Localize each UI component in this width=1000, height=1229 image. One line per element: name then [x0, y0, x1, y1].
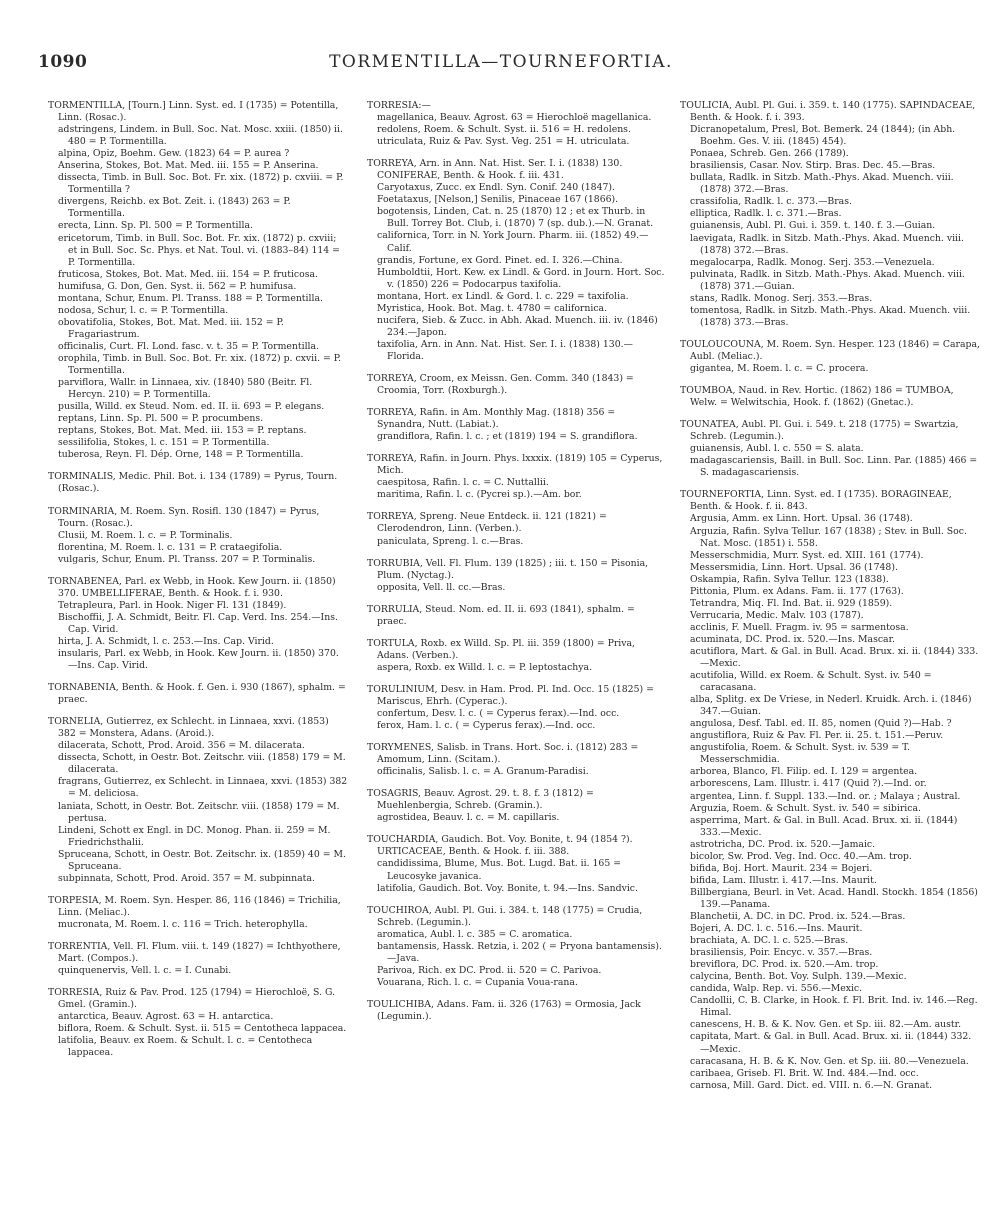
entry-line: fruticosa, Stokes, Bot. Mat. Med. iii. 154 = P. fruticosa.	[58, 268, 319, 280]
entry-heading: TORRENTIA, Vell. Fl. Flum. viii. t. 149 (1827) = Ichthyothere, Mart. (Compos.).	[48, 941, 341, 965]
entry-line: divergens, Reichb. ex Bot. Zeit. i. (1843) 263 = P. Tormentilla.	[58, 196, 291, 220]
dictionary-entry	[367, 999, 665, 1023]
entry-line: angustiflora, Ruiz & Pav. Fl. Per. ii. 25. t. 151.—Peruv.	[690, 730, 944, 742]
entry-line: guianensis, Aubl. l. c. 550 = S. alata.	[690, 443, 864, 455]
dictionary-entry	[680, 339, 980, 375]
entry-line: candidissima, Blume, Mus. Bot. Lugd. Bat. ii. 165 = Leucosyke javanica.	[377, 858, 621, 882]
entry-line: acutiflora, Mart. & Gal. in Bull. Acad. Brux. xi. ii. (1844) 333.—Mexic.	[690, 645, 979, 670]
entry-line: officinalis, Curt. Fl. Lond. fasc. v. t. 35 = P. Tormentilla.	[58, 340, 320, 352]
entry-line: laniata, Schott, in Oestr. Bot. Zeitschr. viii. (1858) 179 = M. pertusa.	[58, 800, 340, 824]
entry-line: nodosa, Schur, l. c. = P. Tormentilla.	[58, 304, 229, 316]
entry-line: sessilifolia, Stokes, l. c. 151 = P. Tormentilla.	[58, 437, 270, 449]
dictionary-entry	[367, 788, 665, 824]
entry-line: biflora, Roem. & Schult. Syst. ii. 515 = Centotheca lappacea.	[58, 1023, 347, 1035]
entry-line: quinquenervis, Vell. l. c. = I. Cunabi.	[58, 965, 232, 977]
entry-line: carnosa, Mill. Gard. Dict. ed. VIII. n. 6.—N. Granat.	[690, 1079, 933, 1091]
entry-line: argentea, Linn. f. Suppl. 133.—Ind. or. ; Malaya ; Austral.	[690, 790, 961, 802]
entry-line: candida, Walp. Rep. vi. 556.—Mexic.	[690, 983, 863, 995]
entry-heading: TORYMENES, Salisb. in Trans. Hort. Soc. i. (1812) 283 = Amomum, Linn. (Scitam.).	[367, 742, 639, 766]
entry-line: montana, Schur, Enum. Pl. Transs. 188 = P. Tormentilla.	[58, 292, 323, 304]
entry-line: grandis, Fortune, ex Gord. Pinet. ed. I. 326.—China.	[377, 254, 623, 266]
entry-line: Tetrandra, Miq. Fl. Ind. Bat. ii. 929 (1859).	[690, 597, 893, 609]
entry-line: Messersmidia, Linn. Hort. Upsal. 36 (1748).	[690, 561, 898, 573]
column-middle	[367, 100, 665, 1033]
entry-heading: TORMENTILLA, [Tourn.] Linn. Syst. ed. I (1735) = Potentilla, Linn. (Rosac.).	[48, 100, 339, 124]
entry-line: Vouarana, Rich. l. c. = Cupania Voua-rana.	[377, 976, 578, 988]
entry-line: Blanchetii, A. DC. in DC. Prod. ix. 524.—Bras.	[690, 911, 906, 922]
dictionary-entry	[367, 100, 665, 148]
entry-line: tomentosa, Radlk. in Sitzb. Math.-Phys. Akad. Muench. viii. (1878) 373.—Bras.	[690, 304, 971, 328]
entry-line: Bischoffii, J. A. Schmidt, Beitr. Fl. Cap. Verd. Ins. 254.—Ins. Cap. Virid.	[58, 611, 338, 635]
running-head: TORMENTILLA—TOURNEFORTIA.	[329, 52, 673, 72]
entry-line: laevigata, Radlk. in Sitzb. Math.-Phys. Akad. Muench. viii. (1878) 372.—Bras.	[690, 232, 964, 256]
entry-heading: TORNABENEA, Parl. ex Webb, in Hook. Kew Journ. ii. (1850) 370. UMBELLIFERAE, Benth. & Hook. f. i. 930.	[48, 575, 336, 599]
entry-line: Arguzia, Rafin. Sylva Tellur. 167 (1838) ; Stev. in Bull. Soc. Nat. Mosc. (1851) i. 558.	[690, 525, 967, 549]
entry-line: breviflora, DC. Prod. ix. 520.—Am. trop.	[690, 959, 879, 971]
entry-heading: TORREYA, Croom, ex Meissn. Gen. Comm. 340 (1843) = Croomia, Torr. (Roxburgh.).	[367, 372, 634, 397]
entry-heading: TORMINALIS, Medic. Phil. Bot. i. 134 (1789) = Pyrus, Tourn. (Rosac.).	[48, 471, 338, 495]
entry-line: arborescens, Lam. Illustr. i. 417 (Quid ?).—Ind. or.	[690, 778, 927, 790]
entry-line: montana, Hort. ex Lindl. & Gord. l. c. 229 = taxifolia.	[377, 290, 629, 302]
dictionary-entry	[367, 373, 665, 397]
entry-line: aspera, Roxb. ex Willd. l. c. = P. leptostachya.	[377, 661, 593, 673]
entry-heading: TOSAGRIS, Beauv. Agrost. 29. t. 8. f. 3 (1812) = Muehlenbergia, Schreb. (Gramin.).	[367, 788, 594, 812]
entry-line: caespitosa, Rafin. l. c. = C. Nuttallii.	[377, 477, 549, 489]
entry-heading: TORMINARIA, M. Roem. Syn. Rosifl. 130 (1847) = Pyrus, Tourn. (Rosac.).	[48, 505, 320, 529]
entry-heading: TORRESIA, Ruiz & Pav. Prod. 125 (1794) = Hierochloë, S. G. Gmel. (Gramin.).	[48, 987, 336, 1011]
entry-heading: TOUCHARDIA, Gaudich. Bot. Voy. Bonite, t. 94 (1854 ?). URTICACEAE, Benth. & Hook. f. iii. 388.	[367, 834, 633, 858]
entry-line: bicolor, Sw. Prod. Veg. Ind. Occ. 40.—Am. trop.	[690, 850, 912, 862]
entry-line: bifida, Boj. Hort. Maurit. 234 = Bojeri.	[690, 862, 873, 874]
entry-line: grandiflora, Rafin. l. c. ; et (1819) 194 = S. grandiflora.	[377, 431, 638, 443]
dictionary-entry	[48, 506, 348, 566]
dictionary-entry	[367, 407, 665, 443]
entry-heading: TOUCHIROA, Aubl. Pl. Gui. i. 384. t. 148 (1775) = Crudia, Schreb. (Legumin.).	[367, 904, 643, 928]
entry-line: fragrans, Gutierrez, ex Schlecht. in Linnaea, xxvi. (1853) 382 = M. deliciosa.	[58, 776, 348, 800]
dictionary-entry	[367, 638, 665, 674]
entry-heading: TOULOUCOUNA, M. Roem. Syn. Hesper. 123 (1846) = Carapa, Aubl. (Meliac.).	[680, 338, 980, 362]
entry-line: elliptica, Radlk. l. c. 371.—Bras.	[690, 208, 842, 220]
entry-line: Pittonia, Plum. ex Adans. Fam. ii. 177 (1763).	[690, 585, 904, 597]
entry-line: angulosa, Desf. Tabl. ed. II. 85, nomen (Quid ?)—Hab. ?	[690, 718, 952, 730]
entry-line: dissecta, Schott, in Oestr. Bot. Zeitschr. viii. (1858) 179 = M. dilacerata.	[58, 752, 346, 776]
entry-heading: TORREYA, Arn. in Ann. Nat. Hist. Ser. I. i. (1838) 130. CONIFERAE, Benth. & Hook. f. iii. 431.	[367, 158, 623, 182]
entry-line: caribaea, Griseb. Fl. Brit. W. Ind. 484.—Ind. occ.	[690, 1067, 919, 1079]
entry-heading: TORREYA, Spreng. Neue Entdeck. ii. 121 (1821) = Clerodendron, Linn. (Verben.).	[367, 511, 607, 535]
entry-line: orophila, Timb. in Bull. Soc. Bot. Fr. xix. (1872) p. cxvii. = P. Tormentilla.	[58, 352, 342, 377]
entry-line: crassifolia, Radlk. l. c. 373.—Bras.	[690, 196, 852, 208]
entry-line: Billbergiana, Beurl. in Vet. Acad. Handl. Stockh. 1854 (1856) 139.—Panama.	[690, 886, 978, 910]
entry-line: Verrucaria, Medic. Malv. 103 (1787).	[690, 609, 864, 621]
entry-line: adstringens, Lindem. in Bull. Soc. Nat. Mosc. xxiii. (1850) ii. 480 = P. Tormentilla.	[58, 124, 343, 148]
dictionary-entry	[367, 834, 665, 894]
entry-line: opposita, Vell. ll. cc.—Bras.	[377, 581, 506, 593]
entry-line: mucronata, M. Roem. l. c. 116 = Trich. heterophylla.	[58, 918, 308, 930]
dictionary-entry	[367, 684, 665, 732]
entry-heading: TORRESIA:—	[367, 100, 431, 111]
entry-heading: TORPESIA, M. Roem. Syn. Hesper. 86, 116 (1846) = Trichilia, Linn. (Meliac.).	[48, 894, 341, 918]
entry-line: erecta, Linn. Sp. Pl. 500 = P. Tormentilla.	[58, 220, 253, 232]
entry-line: Foetataxus, [Nelson,] Senilis, Pinaceae 167 (1866).	[377, 194, 619, 206]
entry-line: angustifolia, Roem. & Schult. Syst. iv. 539 = T. Messerschmidia.	[690, 742, 910, 766]
entry-heading: TORNABENIA, Benth. & Hook. f. Gen. i. 930 (1867), sphalm. = praec.	[48, 682, 346, 706]
dictionary-entry	[367, 604, 665, 628]
entry-line: nucifera, Sieb. & Zucc. in Abh. Akad. Muench. iii. iv. (1846) 234.—Japon.	[377, 314, 658, 338]
entry-line: acclinis, F. Muell. Fragm. iv. 95 = sarmentosa.	[690, 621, 909, 633]
entry-line: californica, Torr. in N. York Journ. Pharm. iii. (1852) 49.—Calif.	[377, 230, 649, 254]
entry-line: brasiliensis, Casar. Nov. Stirp. Bras. Dec. 45.—Bras.	[690, 160, 936, 172]
entry-line: tuberosa, Reyn. Fl. Dép. Orne, 148 = P. Tormentilla.	[58, 449, 304, 461]
entry-line: ferox, Ham. l. c. ( = Cyperus ferax).—Ind. occ.	[377, 720, 596, 732]
dictionary-entry	[367, 453, 665, 501]
entry-line: utriculata, Ruiz & Pav. Syst. Veg. 251 = H. utriculata.	[377, 136, 630, 148]
entry-line: megalocarpa, Radlk. Monog. Serj. 353.—Venezuela.	[690, 256, 935, 268]
entry-line: Humboldtii, Hort. Kew. ex Lindl. & Gord. in Journ. Hort. Soc. v. (1850) 226 = Podocarpus taxifolia.	[377, 266, 665, 290]
entry-line: alpina, Opiz, Boehm. Gew. (1823) 64 = P. aurea ?	[58, 148, 290, 160]
entry-line: maritima, Rafin. l. c. (Pycrei sp.).—Am. bor.	[377, 489, 582, 501]
entry-line: Lindeni, Schott ex Engl. in DC. Monog. Phan. ii. 259 = M. Friedrichsthalii.	[58, 824, 331, 848]
entry-line: Arguzia, Roem. & Schult. Syst. iv. 540 = sibirica.	[690, 802, 921, 814]
entry-line: subpinnata, Schott, Prod. Aroid. 357 = M. subpinnata.	[58, 872, 315, 884]
entry-line: asperrima, Mart. & Gal. in Bull. Acad. Brux. xi. ii. (1844) 333.—Mexic.	[690, 814, 958, 838]
entry-line: brasiliensis, Poir. Encyc. v. 357.—Bras.	[690, 947, 873, 959]
entry-line: acutifolia, Willd. ex Roem. & Schult. Syst. iv. 540 = caracasana.	[690, 670, 932, 694]
entry-line: latifolia, Gaudich. Bot. Voy. Bonite, t. 94.—Ins. Sandvic.	[377, 882, 638, 894]
entry-line: calycina, Benth. Bot. Voy. Sulph. 139.—Mexic.	[690, 971, 907, 983]
dictionary-entry	[680, 100, 980, 329]
dictionary-entry	[367, 905, 665, 989]
entry-line: parviflora, Wallr. in Linnaea, xiv. (1840) 580 (Beitr. Fl. Hercyn. 210) = P. Tormentilla.	[58, 377, 313, 401]
dictionary-entry	[367, 511, 665, 547]
entry-heading: TOUMBOA, Naud. in Rev. Hortic. (1862) 186 = TUMBOA, Welw. = Welwitschia, Hook. f. (1862) (Gnetac.).	[680, 385, 954, 409]
entry-line: Caryotaxus, Zucc. ex Endl. Syn. Conif. 240 (1847).	[377, 182, 616, 194]
entry-line: guianensis, Aubl. Pl. Gui. i. 359. t. 140. f. 3.—Guian.	[690, 220, 936, 232]
dictionary-entry	[367, 558, 665, 594]
dictionary-entry	[680, 489, 980, 1091]
entry-heading: TORREYA, Rafin. in Journ. Phys. lxxxix. (1819) 105 = Cyperus, Mich.	[367, 453, 663, 477]
entry-line: canescens, H. B. & K. Nov. Gen. et Sp. iii. 82.—Am. austr.	[690, 1019, 962, 1031]
entry-line: Argusia, Amm. ex Linn. Hort. Upsal. 36 (1748).	[690, 513, 913, 525]
entry-heading: TOUNATEA, Aubl. Pl. Gui. i. 549. t. 218 (1775) = Swartzia, Schreb. (Legumin.).	[680, 419, 959, 443]
entry-line: officinalis, Salisb. l. c. = A. Granum-Paradisi.	[377, 766, 589, 778]
entry-line: Myristica, Hook. Bot. Mag. t. 4780 = californica.	[377, 302, 608, 314]
entry-line: hirta, J. A. Schmidt, l. c. 253.—Ins. Cap. Virid.	[58, 635, 274, 647]
page-header	[38, 52, 964, 82]
dictionary-entry	[367, 742, 665, 778]
page-number: 1090	[38, 52, 88, 72]
entry-line: latifolia, Beauv. ex Roem. & Schult. l. c. = Centotheca lappacea.	[58, 1035, 313, 1059]
dictionary-entry	[48, 941, 348, 977]
entry-heading: TOURNEFORTIA, Linn. Syst. ed. I (1735). BORAGINEAE, Benth. & Hook. f. ii. 843.	[680, 489, 952, 513]
entry-line: vulgaris, Schur, Enum. Pl. Transs. 207 = P. Torminalis.	[58, 553, 316, 565]
entry-line: gigantea, M. Roem. l. c. = C. procera.	[690, 362, 869, 374]
entry-line: taxifolia, Arn. in Ann. Nat. Hist. Ser. I. i. (1838) 130.—Florida.	[377, 338, 633, 362]
entry-line: magellanica, Beauv. Agrost. 63 = Hierochloë magellanica.	[377, 112, 652, 124]
dictionary-entry	[367, 158, 665, 363]
entry-line: Dicranopetalum, Presl, Bot. Bemerk. 24 (1844); (in Abh. Boehm. Ges. V. iii. (1845) 454).	[690, 124, 956, 148]
entry-line: Spruceana, Schott, in Oestr. Bot. Zeitschr. ix. (1859) 40 = M. Spruceana.	[58, 848, 346, 872]
entry-line: obovatifolia, Stokes, Bot. Mat. Med. iii. 152 = P. Fragariastrum.	[58, 316, 284, 340]
entry-line: aromatica, Aubl. l. c. 385 = C. aromatica.	[377, 928, 573, 940]
entry-heading: TORRUBIA, Vell. Fl. Flum. 139 (1825) ; iii. t. 150 = Pisonia, Plum. (Nyctag.).	[367, 557, 649, 581]
entry-line: Messerschmidia, Murr. Syst. ed. XIII. 161 (1774).	[690, 549, 924, 561]
entry-line: stans, Radlk. Monog. Serj. 353.—Bras.	[690, 292, 873, 304]
entry-line: bullata, Radlk. in Sitzb. Math.-Phys. Akad. Muench. viii. (1878) 372.—Bras.	[690, 172, 954, 196]
entry-line: Ponaea, Schreb. Gen. 266 (1789).	[690, 148, 849, 160]
entry-line: bifida, Lam. Illustr. i. 417.—Ins. Maurit.	[690, 874, 877, 886]
entry-heading: TORTULA, Roxb. ex Willd. Sp. Pl. iii. 359 (1800) = Priva, Adans. (Verben.).	[367, 637, 636, 661]
entry-line: acuminata, DC. Prod. ix. 520.—Ins. Mascar.	[690, 633, 895, 645]
entry-line: Clusii, M. Roem. l. c. = P. Torminalis.	[58, 529, 233, 541]
entry-heading: TORULINIUM, Desv. in Ham. Prod. Pl. Ind. Occ. 15 (1825) = Mariscus, Ehrh. (Cyperac.).	[367, 683, 654, 707]
entry-line: Parivoa, Rich. ex DC. Prod. ii. 520 = C. Parivoa.	[377, 964, 602, 976]
entry-line: redolens, Roem. & Schult. Syst. ii. 516 = H. redolens.	[377, 124, 631, 136]
entry-line: dilacerata, Schott, Prod. Aroid. 356 = M. dilacerata.	[58, 740, 305, 752]
dictionary-entry	[680, 419, 980, 479]
dictionary-entry	[48, 471, 348, 495]
entry-heading: TOULICIA, Aubl. Pl. Gui. i. 359. t. 140 (1775). SAPINDACEAE, Benth. & Hook. f. i. 393.	[680, 100, 976, 124]
entry-line: dissecta, Timb. in Bull. Soc. Bot. Fr. xix. (1872) p. cxviii. = P. Tormentilla ?	[58, 172, 344, 196]
entry-line: pulvinata, Radlk. in Sitzb. Math.-Phys. Akad. Muench. viii. (1878) 371.—Guian.	[690, 268, 965, 292]
entry-line: alba, Splitg. ex De Vriese, in Nederl. Kruidk. Arch. i. (1846) 347.—Guian.	[690, 694, 972, 718]
entry-line: Candollii, C. B. Clarke, in Hook. f. Fl. Brit. Ind. iv. 146.—Reg. Himal.	[690, 995, 978, 1019]
entry-line: Tetrapleura, Parl. in Hook. Niger Fl. 131 (1849).	[58, 599, 287, 611]
entry-line: reptans, Stokes, Bot. Mat. Med. iii. 153 = P. reptans.	[58, 425, 307, 437]
entry-line: confertum, Desv. l. c. ( = Cyperus ferax).—Ind. occ.	[377, 708, 620, 720]
dictionary-entry	[48, 682, 348, 706]
column-right	[680, 100, 980, 1102]
entry-line: Oskampia, Rafin. Sylva Tellur. 123 (1838).	[690, 573, 889, 585]
entry-heading: TORREYA, Rafin. in Am. Monthly Mag. (1818) 356 = Synandra, Nutt. (Labiat.).	[367, 407, 616, 431]
dictionary-entry	[48, 716, 348, 885]
entry-line: reptans, Linn. Sp. Pl. 500 = P. procumbens.	[58, 413, 264, 425]
entry-line: Anserina, Stokes, Bot. Mat. Med. iii. 155 = P. Anserina.	[58, 160, 319, 172]
entry-line: ericetorum, Timb. in Bull. Soc. Bot. Fr. xix. (1872) p. cxviii; et in Bull. Soc. Sc. Phys. et Nat. Toul. vi. (1883–84) 114 = P. Tormentilla.	[58, 232, 340, 268]
entry-line: antarctica, Beauv. Agrost. 63 = H. antarctica.	[58, 1011, 274, 1023]
entry-line: Bojeri, A. DC. l. c. 516.—Ins. Maurit.	[690, 923, 863, 935]
entry-line: brachiata, A. DC. l. c. 525.—Bras.	[690, 935, 849, 947]
entry-line: insularis, Parl. ex Webb, in Hook. Kew Journ. ii. (1850) 370.—Ins. Cap. Virid.	[58, 648, 339, 672]
dictionary-entry	[48, 987, 348, 1059]
entry-line: astrotricha, DC. Prod. ix. 520.—Jamaic.	[690, 838, 876, 850]
entry-line: arborea, Blanco, Fl. Filip. ed. I. 129 = argentea.	[690, 766, 918, 778]
entry-line: pusilla, Willd. ex Steud. Nom. ed. II. ii. 693 = P. elegans.	[58, 401, 325, 413]
dictionary-entry	[680, 385, 980, 409]
entry-heading: TORNELIA, Gutierrez, ex Schlecht. in Linnaea, xxvi. (1853) 382 = Monstera, Adans. (Aroid.).	[48, 716, 329, 740]
entry-line: agrostidea, Beauv. l. c. = M. capillaris.	[377, 812, 560, 824]
entry-line: humifusa, G. Don, Gen. Syst. ii. 562 = P. humifusa.	[58, 280, 297, 292]
column-left	[48, 100, 348, 1069]
entry-line: caracasana, H. B. & K. Nov. Gen. et Sp. iii. 80.—Venezuela.	[690, 1055, 969, 1067]
dictionary-entry	[48, 895, 348, 931]
entry-heading: TOULICHIBA, Adans. Fam. ii. 326 (1763) = Ormosia, Jack (Legumin.).	[367, 998, 641, 1022]
entry-line: bogotensis, Linden, Cat. n. 25 (1870) 12 ; et ex Thurb. in Bull. Torrey Bot. Club, i. (1870) 7 (sp. dub.).—N. Granat.	[377, 206, 654, 230]
entry-line: capitata, Mart. & Gal. in Bull. Acad. Brux. xi. ii. (1844) 332.—Mexic.	[690, 1031, 972, 1055]
entry-heading: TORRULIA, Steud. Nom. ed. II. ii. 693 (1841), sphalm. = praec.	[367, 603, 635, 627]
entry-line: bantamensis, Hassk. Retzia, i. 202 ( = Pryona bantamensis).—Java.	[377, 940, 662, 964]
dictionary-entry	[48, 576, 348, 672]
entry-line: florentina, M. Roem. l. c. 131 = P. crataegifolia.	[58, 541, 283, 553]
dictionary-entry	[48, 100, 348, 461]
entry-line: madagascariensis, Baill. in Bull. Soc. Linn. Par. (1885) 466 = S. madagascariensis.	[690, 455, 978, 479]
entry-line: paniculata, Spreng. l. c.—Bras.	[377, 535, 524, 547]
